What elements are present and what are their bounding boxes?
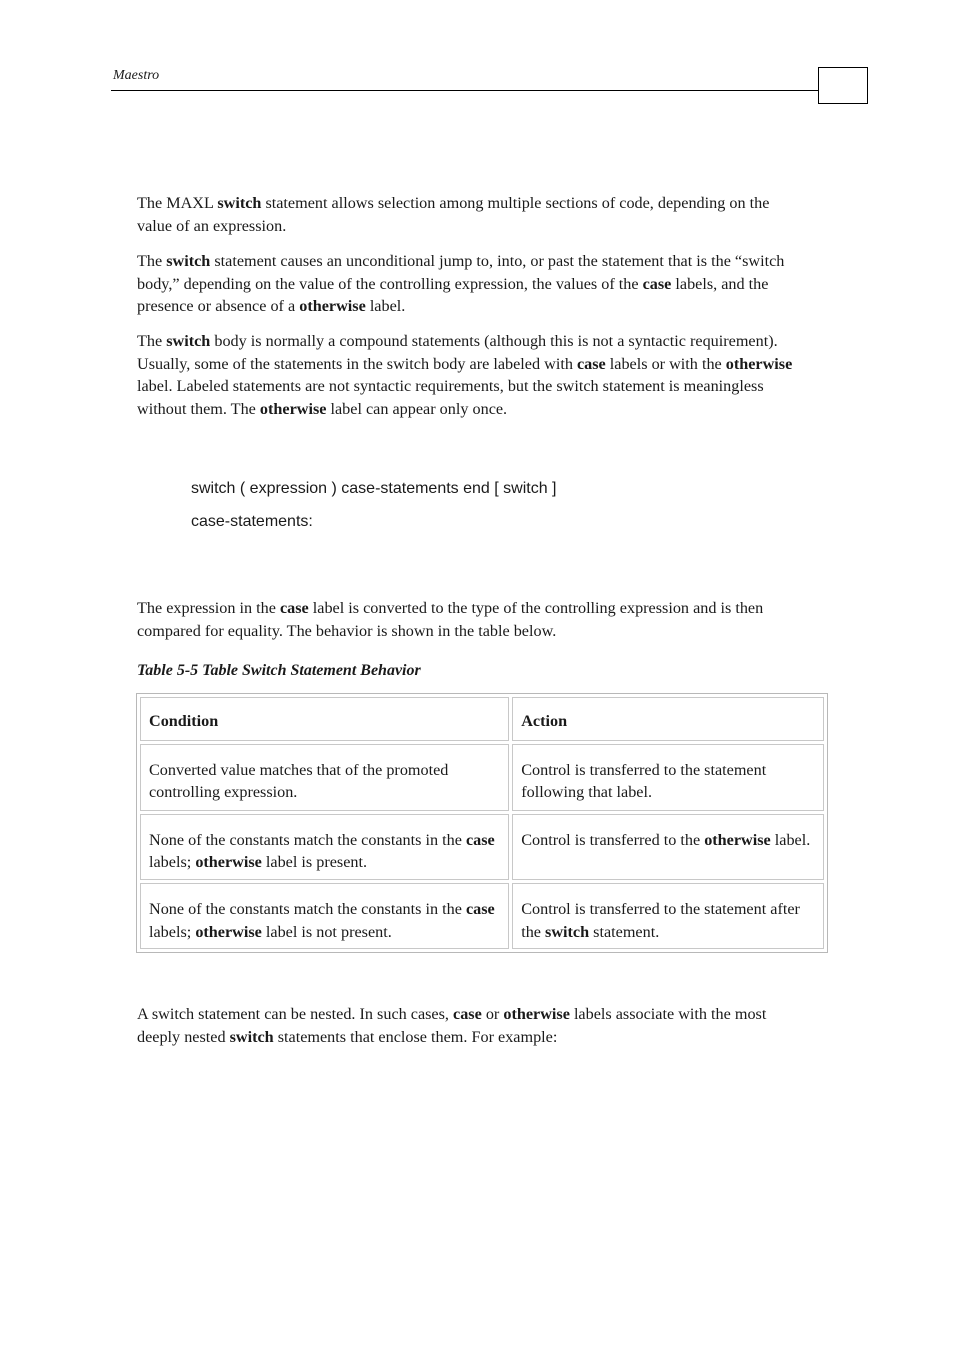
syntax-line-switch: switch ( expression ) case-statements end [ switch ] [191, 480, 557, 497]
nested-switch-paragraph: A switch statement can be nested. In such cases, case or otherwise labels associate with the most deeply nested switch statements that enclose them. For example: [137, 1005, 767, 1046]
condition-cell: Converted value matches that of the promoted controlling expression. [140, 744, 509, 811]
intro-paragraph-1: The MAXL switch statement allows selection among multiple sections of code, depending on the value of an expression. [137, 194, 770, 235]
header-action: Action [512, 697, 824, 741]
condition-cell: None of the constants match the constants in the case labels; otherwise label is not present. [140, 883, 509, 949]
intro-paragraph-2: The switch statement causes an unconditional jump to, into, or past the statement that is the “switch body,” depending on the value of the controlling expression, the values of the case labels, and the presence or absence of a otherwise label. [137, 252, 785, 316]
table-row [140, 744, 824, 811]
syntax-line-case-statements: case-statements: [191, 513, 313, 530]
table-row [140, 814, 824, 880]
action-cell: Control is transferred to the otherwise label. [512, 814, 824, 880]
page-number-box [818, 67, 868, 104]
condition-cell: None of the constants match the constants in the case labels; otherwise label is present. [140, 814, 509, 880]
switch-behavior-table [136, 693, 828, 953]
header-rule [111, 90, 819, 91]
header-condition: Condition [140, 697, 509, 741]
intro-paragraph-3: The switch body is normally a compound statements (although this is not a syntactic requirement). Usually, some of the statements in the switch body are labeled with case labels or with the otherwise label. Labeled statements are not syntactic requirements, but the switch statement is meaningless without them. The otherwise label can appear only once. [137, 332, 793, 418]
table-header-row [140, 697, 824, 741]
table-row [140, 883, 824, 949]
running-header-title: Maestro [113, 68, 160, 83]
action-cell: Control is transferred to the statement after the switch statement. [512, 883, 824, 949]
action-cell: Control is transferred to the statement following that label. [512, 744, 824, 811]
table-caption: Table 5-5 Table Switch Statement Behavior [137, 662, 421, 679]
body-paragraph: The expression in the case label is converted to the type of the controlling expression and is then compared for equality. The behavior is shown in the table below. [137, 599, 764, 640]
